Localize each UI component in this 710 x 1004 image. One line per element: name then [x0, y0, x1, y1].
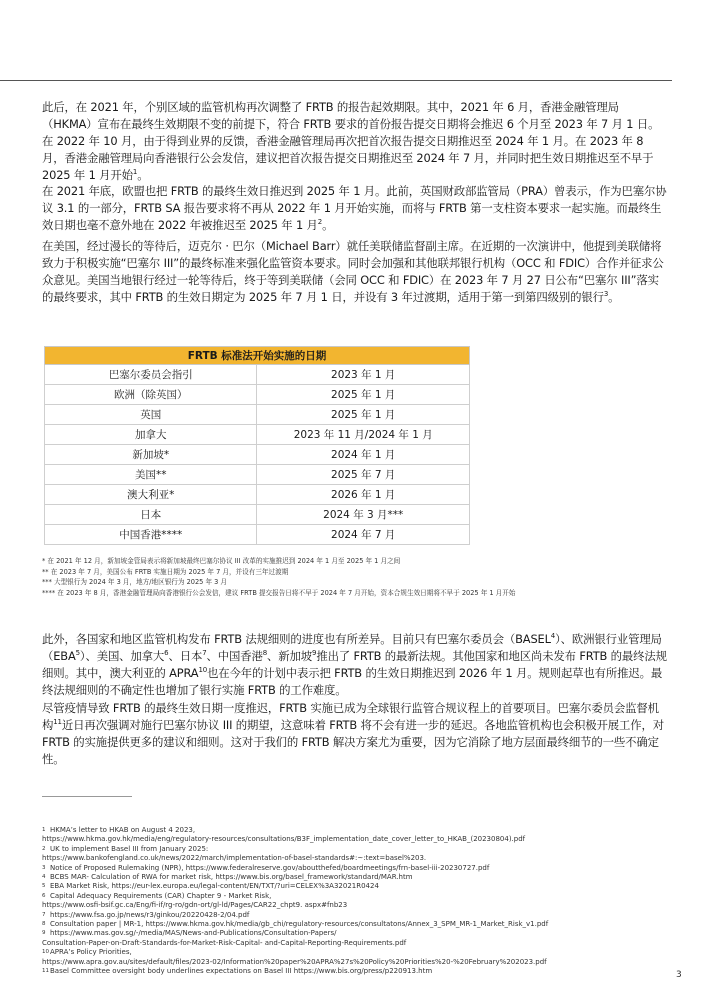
footnotes [42, 826, 682, 977]
table-row [45, 525, 470, 545]
paragraph-us: 在美国，经过漫长的等待后，迈克尔 · 巴尔（Michael Barr）就任美联储监督副主席。在近期的一次演讲中，他提到美联储将致力于积极实施“巴塞尔 III”的最终标准来强化监管资本要求。同时会加强和其他联邦银行机构（OCC 和 FDIC）合作并征求公众意见。美国当地银行经过一轮等待后，终于等到美联储（会同 OCC 和 FDIC）在 2023 年 7 月 27 日公布“巴塞尔 III”落实的最终要求，其中 FRTB 的生效日期定为 2025 年 7 月 1 日，并设有 3 年过渡期，适用于第一到第四级别的银行$^3$。 [42, 239, 664, 304]
paragraph-hkma-timeline: 此后，在 2021 年，个别区域的监管机构再次调整了 FRTB 的报告起效期限。其中，2021 年 6 月，香港金融管理局（HKMA）宣布在最终生效期限不变的前提下，符合 FRTB 要求的首份报告提交日期将会推迟 6 个月至 2023 年 7 月 1 日。在 2022 年 10 月，由于得到业界的反馈，香港金融管理局再次把首次报告提交日期推迟至 2024 年 1 月。在 2023 年 8 月，香港金融管理局向香港银行公会发信，建议把首次报告提交日期推迟至 2024 年 7 月，并同时把生效日期推迟至不早于 2025 年 1 月开始$^1$。 [42, 100, 660, 182]
table-cell-date: 2026 年 1 月 [257, 485, 470, 505]
frtb-implementation-date-table [44, 346, 470, 545]
table-row [45, 465, 470, 485]
footnote-link[interactable]: Consultation-Paper-on-Draft-Standards-for-Market-Risk-Capital- and-Capital-Reporting-Requirements.pdf [42, 938, 407, 947]
paragraph-eu-uk: 在 2021 年底，欧盟也把 FRTB 的最终生效日推迟到 2025 年 1 月。此前，英国财政部监管局（PRA）曾表示，作为巴塞尔协议 3.1 的一部分，FRTB SA 报告要求将不再从 2022 年 1 月开始实施，而将与 FRTB 第一支柱资本要求一起实施。而最终生效日期也毫不意外地在 2022 年被推迟至 2025 年 1 月$^2$。 [42, 184, 667, 232]
table-note: *** 大型银行为 2024 年 3 月，地方/地区银行为 2025 年 3 月 [42, 578, 228, 587]
page-number: 3 [676, 970, 682, 980]
table-cell-region: 欧洲（除英国） [45, 385, 257, 405]
table-cell-region: 澳大利亚* [45, 485, 257, 505]
footnote[interactable]: 8 Consultation paper | MR-1, https://www.hkma.gov.hk/media/gb_chi/regulatory-resources/consultatons/Annex_3_SPM_MR-1_Market_Risk_v1.pdf [42, 920, 549, 929]
table-row [45, 405, 470, 425]
table-cell-region: 中国香港**** [45, 525, 257, 545]
footnote-link[interactable]: https://www.apra.gov.au/sites/default/files/2023-02/Information%20paper%20APRA%27s%20Policy%20Priorities%20-%20February%202023.pdf [42, 957, 547, 966]
table-cell-date: 2025 年 1 月 [257, 385, 470, 405]
table-note: **** 在 2023 年 8 月，香港金融管理局向香港银行公会发信，建议 FRTB 提交报告日将不早于 2024 年 7 月开始，资本合规生效日期将不早于 2025 年 1 月开始 [42, 588, 516, 597]
table-cell-date: 2024 年 1 月 [257, 445, 470, 465]
table-row [45, 425, 470, 445]
table-cell-region: 日本 [45, 505, 257, 525]
footnote-link[interactable]: https://www.osfi-bsif.gc.ca/Eng/fi-if/rg-ro/gdn-ort/gl-ld/Pages/CAR22_chpt9. aspx#fnb23 [42, 901, 348, 910]
table-cell-region: 英国 [45, 405, 257, 425]
footnote[interactable]: 11Basel Committee oversight body underlines expectations on Basel III https://www.bis.org/press/p220913.htm [42, 967, 433, 976]
footnote[interactable]: 3 Notice of Proposed Rulemaking (NPR), https://www.federalreserve.gov/aboutthefed/boardmeetings/frn-basel-iii-20230727.pdf [42, 863, 490, 872]
table-cell-date: 2025 年 1 月 [257, 405, 470, 425]
table-cell-region: 新加坡* [45, 445, 257, 465]
footnote[interactable]: 7 https://www.fsa.go.jp/news/r3/ginkou/20220428-2/04.pdf [42, 910, 250, 919]
table-cell-region: 巴塞尔委员会指引 [45, 365, 257, 385]
table-cell-date: 2024 年 7 月 [257, 525, 470, 545]
table-cell-date: 2023 年 1 月 [257, 365, 470, 385]
table-title: FRTB 标准法开始实施的日期 [45, 347, 470, 365]
table-cell-date: 2025 年 7 月 [257, 465, 470, 485]
table-row [45, 485, 470, 505]
table-cell-region: 加拿大 [45, 425, 257, 445]
footnote[interactable]: 5 EBA Market Risk, https://eur-lex.europa.eu/legal-content/EN/TXT/?uri=CELEX%3A32021R0424 [42, 882, 379, 891]
footnote-link[interactable]: https://www.bankofengland.co.uk/news/2022/march/implementation-of-basel-standards#:~:text=basel%203. [42, 854, 427, 863]
footnote: 10APRA’s Policy Priorities, [42, 948, 132, 957]
footnote-link[interactable]: https://www.hkma.gov.hk/media/eng/regulatory-resources/consultations/B3F_implementation_date_cover_letter_to_HKAB_(20230804).pdf [42, 835, 526, 844]
footnote[interactable]: 9 https://www.mas.gov.sg/-/media/MAS/News-and-Publications/Consultation-Papers/ [42, 929, 337, 938]
footnote-divider [42, 796, 132, 797]
table-cell-region: 美国** [45, 465, 257, 485]
table-note: ** 在 2023 年 7 月，美国公布 FRTB 实施日期为 2025 年 7 月，并设有三年过渡期 [42, 567, 289, 576]
footnote: 1 HKMA’s letter to HKAB on August 4 2023, [42, 826, 196, 834]
header-rule [0, 80, 672, 81]
table-notes [42, 556, 672, 598]
paragraph-outlook: 尽管疫情导致 FRTB 的最终生效日期一度推迟，FRTB 实施已成为全球银行监管合规议程上的首要项目。巴塞尔委员会监督机构$^{11}$近日再次强调对施行巴塞尔协议 III 的期望，这意味着 FRTB 将不会有进一步的延迟。各地监管机构也会积极开展工作，对 FRTB 的实施提供更多的建议和细则。这对于我们的 FRTB 解决方案尤为重要，因为它消除了地方层面最终细节的一些不确定性。 [42, 701, 664, 766]
table-row [45, 505, 470, 525]
paragraph-regional-progress: 此外，各国家和地区监管机构发布 FRTB 法规细则的进度也有所差异。目前只有巴塞尔委员会（BASEL$^4$）、欧洲银行业管理局（EBA$^5$）、美国、加拿大$^6$、日本$^7$、中国香港$^8$、新加坡$^9$推出了 FRTB 的最新法规。其他国家和地区尚未发布 FRTB 的最终法规细则。其中，澳大利亚的 APRA$^{10}$也在今年的计划中表示把 FRTB 的生效日期推迟到 2026 年 1 月。规则起草也有所推迟。最终法规细则的不确定性也增加了银行实施 FRTB 的工作难度。 [42, 632, 667, 697]
table-cell-date: 2024 年 3 月*** [257, 505, 470, 525]
footnote[interactable]: 4 BCBS MAR- Calculation of RWA for market risk, https://www.bis.org/basel_framework/standard/MAR.htm [42, 873, 413, 882]
table-note: * 在 2021 年 12 月，新加坡金管局表示将新加坡最终巴塞尔协议 III 改革的实施推迟到 2024 年 1 月至 2025 年 1 月之间 [42, 557, 401, 565]
table-row [45, 445, 470, 465]
table-row [45, 385, 470, 405]
footnote: 6 Capital Adequacy Requirements (CAR) Chapter 9 - Market Risk, [42, 891, 272, 900]
footnote: 2 UK to implement Basel III from January 2025: [42, 844, 209, 853]
table-cell-date: 2023 年 11 月/2024 年 1 月 [257, 425, 470, 445]
table-row [45, 365, 470, 385]
